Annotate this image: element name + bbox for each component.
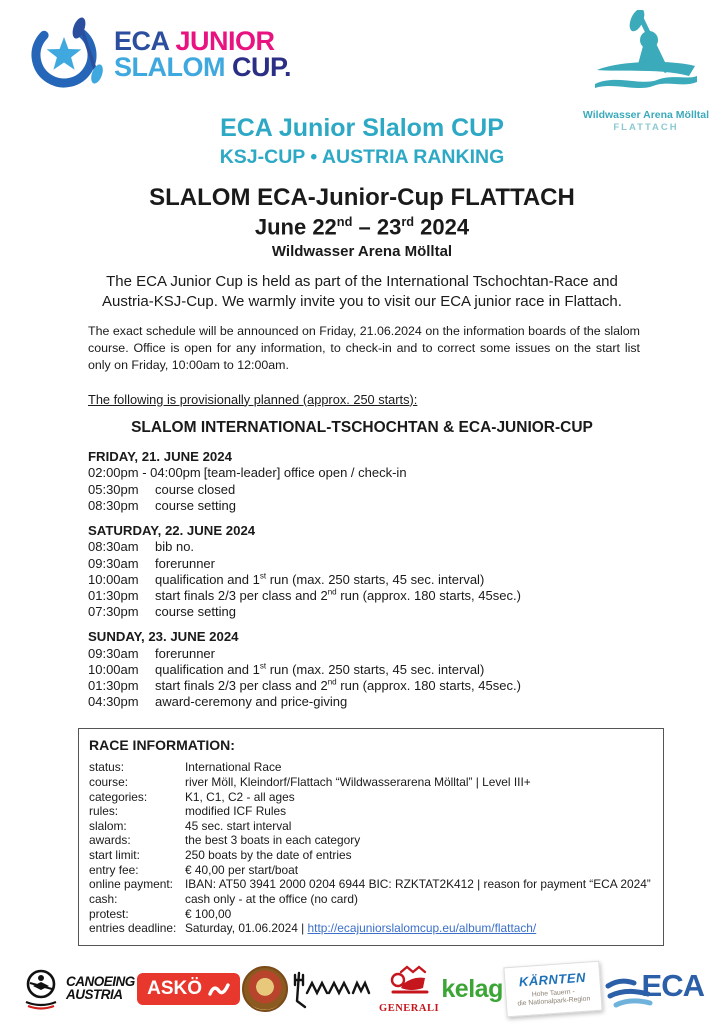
- schedule-desc: forerunner: [155, 645, 215, 661]
- wwm-signature-icon: [291, 967, 377, 1011]
- race-info-row: [89, 833, 655, 848]
- schedule-time: 10:00am: [88, 571, 139, 587]
- schedule-time: 07:30pm: [88, 604, 139, 620]
- schedule-row: [88, 662, 724, 678]
- race-info-label: entries deadline:: [89, 921, 177, 936]
- race-info-value: cash only - at the office (no card): [185, 892, 358, 907]
- schedule-desc: forerunner: [155, 555, 215, 571]
- schedule-desc: award-ceremony and price-giving: [155, 694, 348, 710]
- schedule-row: [88, 497, 724, 513]
- generali-wordmark: GENERALI: [379, 1003, 440, 1014]
- race-info-row: [89, 848, 655, 863]
- day-title: SUNDAY, 23. JUNE 2024: [88, 629, 239, 645]
- kaernten-wordmark: KÄRNTEN: [518, 969, 587, 990]
- askoe-wordmark: ASKÖ: [147, 978, 203, 999]
- generali-logo: [379, 964, 439, 1014]
- wildwasser-arena-logo: [582, 10, 710, 133]
- event-venue: Wildwasser Arena Mölltal: [271, 243, 453, 261]
- cup-heading: ECA Junior Slalom CUP: [220, 114, 504, 142]
- eca-wordmark: ECA: [641, 968, 704, 1003]
- race-info-label: online payment:: [89, 877, 173, 892]
- eca-junior-slalom-cup-logo: [28, 14, 291, 94]
- flattach-label: FLATTACH: [613, 122, 679, 133]
- schedule-heading: SLALOM INTERNATIONAL-TSCHOCHTAN & ECA-JUNIOR-CUP: [131, 418, 593, 436]
- race-info-row: [89, 892, 655, 907]
- schedule-desc: qualification and 1st run (max. 250 starts, 45 sec. interval): [155, 661, 485, 678]
- race-info-value: [185, 921, 536, 936]
- askoe-logo: [137, 973, 240, 1005]
- race-info-label: cash:: [89, 892, 118, 907]
- schedule-row: [88, 604, 724, 620]
- day-title: FRIDAY, 21. JUNE 2024: [88, 448, 232, 464]
- header: [0, 0, 724, 133]
- schedule-time: 04:30pm: [88, 694, 139, 710]
- schedule: [88, 449, 724, 711]
- schedule-time: 09:30am: [88, 645, 139, 661]
- schedule-row: [88, 588, 724, 604]
- eca-logo: [604, 968, 704, 1010]
- logo-word-eca: ECA: [114, 25, 169, 56]
- schedule-row: [88, 678, 724, 694]
- provisional-note: The following is provisionally planned (approx. 250 starts):: [88, 391, 418, 407]
- schedule-desc: qualification and 1st run (max. 250 starts, 45 sec. interval): [155, 571, 485, 587]
- race-info-label: status:: [89, 760, 125, 775]
- race-info-label: slalom:: [89, 818, 127, 833]
- schedule-row: [88, 481, 724, 497]
- schedule-day-sunday: [88, 629, 724, 710]
- schedule-time: 09:30am: [88, 555, 139, 571]
- race-information-title: RACE INFORMATION:: [89, 737, 235, 754]
- schedule-desc: start finals 2/3 per class and 2nd run (approx. 180 starts, 45sec.): [155, 677, 521, 694]
- schedule-time: 01:30pm: [88, 587, 139, 603]
- schedule-desc: bib no.: [155, 539, 195, 555]
- schedule-desc: course closed: [155, 481, 236, 497]
- race-info-row-deadline: [89, 921, 655, 936]
- race-info-label: entry fee:: [89, 862, 139, 877]
- date-sup: rd: [401, 214, 415, 229]
- event-date: [0, 214, 724, 240]
- kelag-logo: kelag: [441, 974, 503, 1003]
- schedule-row: [88, 571, 724, 587]
- race-info-label: categories:: [89, 789, 148, 804]
- event-title: SLALOM ECA-Junior-Cup FLATTACH: [149, 184, 575, 211]
- schedule-desc: course setting: [155, 604, 236, 620]
- wildwasser-arena-label: Wildwasser Arena Mölltal: [582, 109, 710, 121]
- race-info-value: International Race: [185, 760, 282, 775]
- schedule-row: [88, 555, 724, 571]
- canoeing-austria-wordmark: CANOEING AUSTRIA: [66, 974, 135, 1002]
- schedule-row: [88, 646, 724, 662]
- race-info-value: € 40,00 per start/boat: [185, 862, 299, 877]
- schedule-day-friday: [88, 449, 724, 514]
- schedule-time: 08:30pm: [88, 497, 139, 513]
- race-info-row: [89, 804, 655, 819]
- race-info-value: IBAN: AT50 3941 2000 0204 6944 BIC: RZKTAT2K412 | reason for payment “ECA 2024”: [185, 877, 651, 892]
- kaernten-logo: [504, 961, 603, 1018]
- race-info-row: [89, 819, 655, 834]
- schedule-time: 08:30am: [88, 539, 139, 555]
- schedule-row: [88, 539, 724, 555]
- race-info-row: [89, 907, 655, 922]
- canoeing-austria-logo: [20, 967, 135, 1011]
- sponsor-logos: [0, 964, 724, 1014]
- race-info-label: course:: [89, 774, 128, 789]
- intro-paragraph: The ECA Junior Cup is held as part of the International Tschochtan-Race and Austria-KSJ-Cup. We warmly invite you to visit our ECA junior race in Flattach.: [102, 273, 622, 311]
- logo-word-cup: CUP.: [232, 52, 292, 82]
- race-info-label: awards:: [89, 833, 131, 848]
- logo-wordmark: [114, 25, 292, 82]
- ranking-heading: KSJ-CUP • AUSTRIA RANKING: [219, 146, 505, 168]
- race-info-value: K1, C1, C2 - all ages: [185, 789, 295, 804]
- kayaker-icon: [591, 10, 701, 102]
- date-sup: nd: [336, 214, 353, 229]
- race-info-value: € 100,00: [185, 906, 232, 921]
- schedule-time: 10:00am: [88, 662, 139, 678]
- race-info-value: 45 sec. start interval: [185, 818, 292, 833]
- race-info-label: rules:: [89, 804, 119, 819]
- schedule-time: 02:00pm - 04:00pm: [88, 465, 201, 481]
- race-information-box: [78, 728, 664, 946]
- day-title: SATURDAY, 22. JUNE 2024: [88, 522, 256, 538]
- schedule-desc: [team-leader] office open / check-in: [203, 465, 407, 481]
- schedule-time: 05:30pm: [88, 481, 139, 497]
- canoeist-icon: [20, 967, 62, 1011]
- race-info-label: start limit:: [89, 848, 140, 863]
- schedule-row: [88, 465, 724, 481]
- logo-word-slalom: SLALOM: [114, 52, 225, 82]
- race-info-value: 250 boats by the date of entries: [185, 848, 352, 863]
- race-info-row: [89, 760, 655, 775]
- logo-word-junior: JUNIOR: [175, 25, 275, 56]
- kaernten-subtitle: Hohe Tauern - die Nationalpark-Region: [517, 988, 591, 1009]
- schedule-notice-paragraph: The exact schedule will be announced on Friday, 21.06.2024 on the information boards of the slalom course. Office is open for any information, to check-in and to correct some issues on the start list only on Friday, 10:00am to 12:00am.: [88, 324, 640, 373]
- schedule-row: [88, 694, 724, 710]
- schedule-time: 01:30pm: [88, 678, 139, 694]
- ring-star-paddle-icon: [28, 14, 106, 94]
- date-part: 2024: [414, 214, 470, 240]
- race-info-row: [89, 863, 655, 878]
- askoe-runner-icon: [208, 980, 230, 998]
- deadline-date: Saturday, 01.06.2024 |: [185, 921, 308, 936]
- race-info-row: [89, 775, 655, 790]
- race-info-label: protest:: [89, 906, 129, 921]
- schedule-desc: start finals 2/3 per class and 2nd run (approx. 180 starts, 45sec.): [155, 587, 521, 603]
- date-part: – 23: [352, 214, 402, 240]
- flattach-crest-icon: [242, 966, 288, 1012]
- race-info-value: modified ICF Rules: [185, 804, 287, 819]
- race-info-value: river Möll, Kleindorf/Flattach “Wildwasserarena Mölltal” | Level III+: [185, 774, 531, 789]
- schedule-desc: course setting: [155, 497, 236, 513]
- schedule-day-saturday: [88, 523, 724, 620]
- entries-link[interactable]: http://ecajuniorslalomcup.eu/album/flattach/: [307, 921, 537, 936]
- race-info-value: the best 3 boats in each category: [185, 833, 361, 848]
- race-info-row: [89, 790, 655, 805]
- date-part: June 22: [254, 214, 337, 240]
- race-info-row: [89, 877, 655, 892]
- generali-lion-icon: [387, 964, 431, 998]
